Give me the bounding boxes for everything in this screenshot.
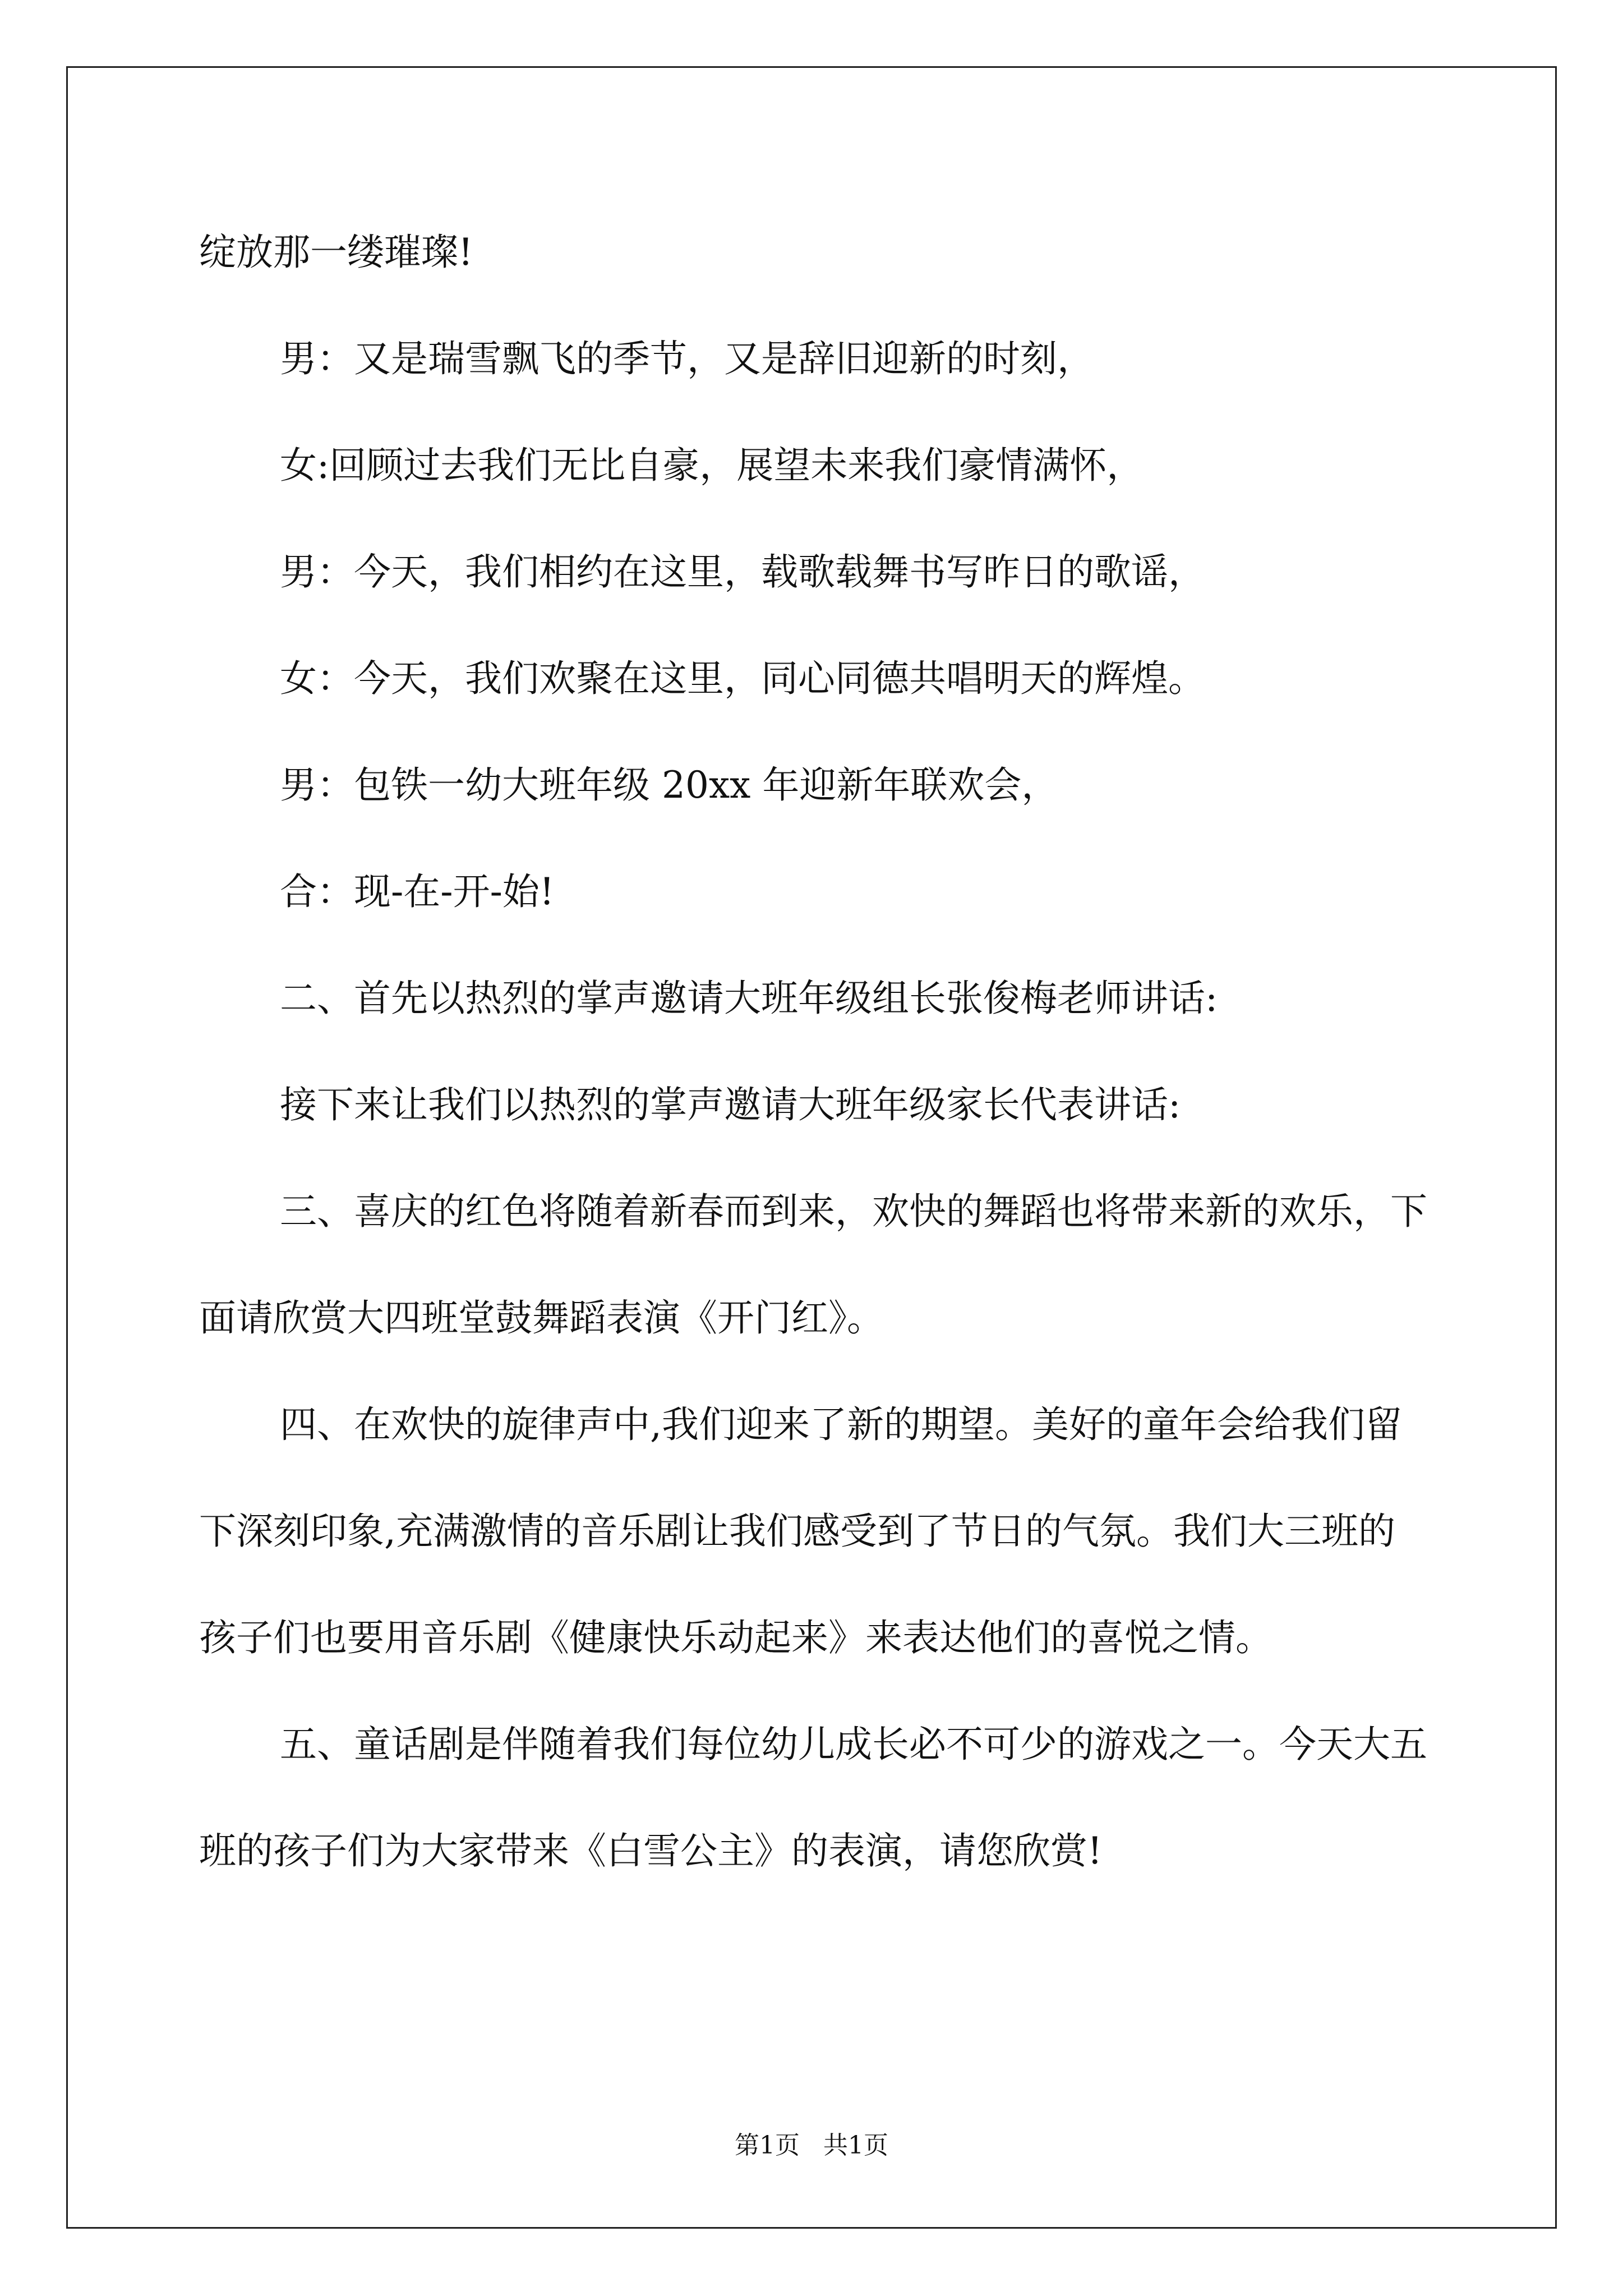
paragraph: 男：又是瑞雪飘飞的季节，又是辞旧迎新的时刻， [280,337,1094,380]
paragraph: 五、童话剧是伴随着我们每位幼儿成长必不可少的游戏之一。今天大五班的孩子们为大家带来《白雪公主》的表演，请您欣赏! [199,1723,1427,1872]
paragraph: 女：今天，我们欢聚在这里，同心同德共唱明天的辉煌。 [280,657,1205,700]
page-footer [0,2129,1623,2162]
paragraph: 男：今天，我们相约在这里，载歌载舞书写昨日的歌谣， [280,550,1205,593]
paragraph: 绽放那一缕璀璨! [199,231,473,274]
page-total: 共1页 [823,2131,888,2160]
paragraph: 二、首先以热烈的掌声邀请大班年级组长张俊梅老师讲话: [280,977,1218,1020]
paragraph: 接下来让我们以热烈的掌声邀请大班年级家长代表讲话: [280,1083,1181,1126]
page-number: 第1页 [735,2131,800,2160]
document-body [199,199,1427,1904]
paragraph: 男：包铁一幼大班年级 20xx 年迎新年联欢会， [280,763,1059,807]
paragraph: 四、在欢快的旋律声中,我们迎来了新的期望。美好的童年会给我们留下深刻印象,充满激情的音乐剧让我们感受到了节日的气氛。我们大三班的孩子们也要用音乐剧《健康快乐动起来》来表达他们的喜悦之情。 [199,1403,1402,1659]
paragraph: 三、喜庆的红色将随着新春而到来，欢快的舞蹈也将带来新的欢乐，下面请欣赏大四班堂鼓舞蹈表演《开门红》。 [199,1190,1427,1340]
paragraph: 合：现-在-开-始! [280,870,555,913]
paragraph: 女:回顾过去我们无比自豪，展望未来我们豪情满怀， [280,444,1144,487]
